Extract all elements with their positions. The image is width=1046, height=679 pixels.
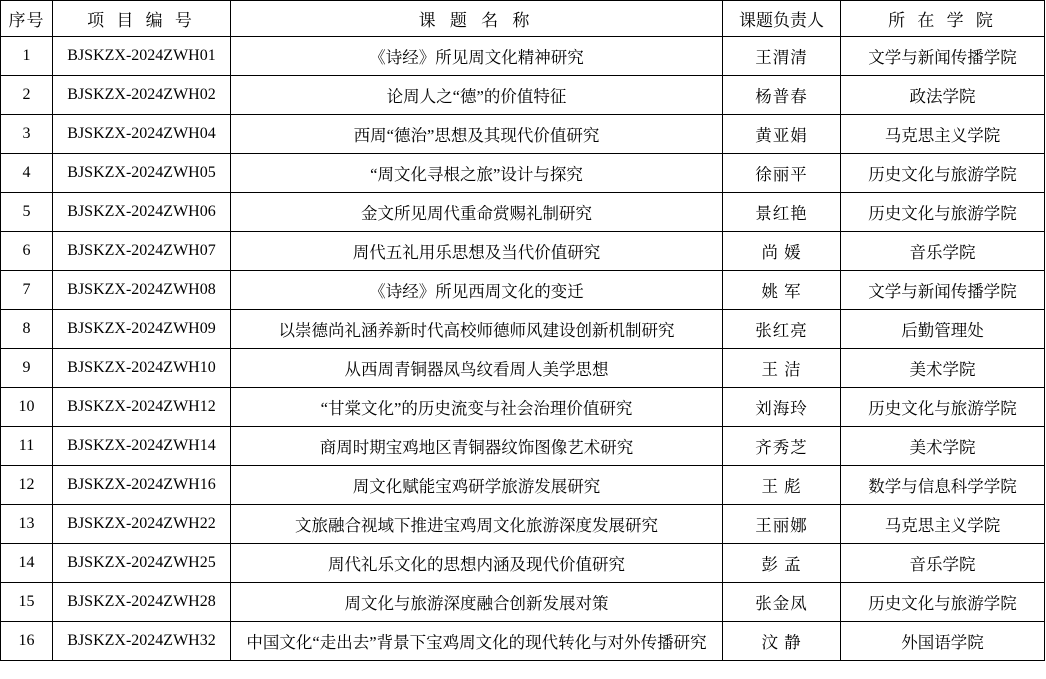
column-header-project-title: 课 题 名 称 xyxy=(231,1,723,37)
table-row xyxy=(1,310,1045,349)
cell-project-title: 金文所见周代重命赏赐礼制研究 xyxy=(231,193,723,232)
cell-project-code: BJSKZX-2024ZWH07 xyxy=(53,232,231,271)
cell-leader: 王 洁 xyxy=(723,349,841,388)
cell-leader: 姚 军 xyxy=(723,271,841,310)
cell-project-code: BJSKZX-2024ZWH06 xyxy=(53,193,231,232)
cell-leader: 徐丽平 xyxy=(723,154,841,193)
cell-leader: 齐秀芝 xyxy=(723,427,841,466)
column-header-college: 所 在 学 院 xyxy=(841,1,1045,37)
cell-college: 马克思主义学院 xyxy=(841,115,1045,154)
cell-project-title: 文旅融合视域下推进宝鸡周文化旅游深度发展研究 xyxy=(231,505,723,544)
table-row xyxy=(1,271,1045,310)
cell-project-code: BJSKZX-2024ZWH22 xyxy=(53,505,231,544)
cell-project-code: BJSKZX-2024ZWH16 xyxy=(53,466,231,505)
cell-college: 文学与新闻传播学院 xyxy=(841,271,1045,310)
table-row xyxy=(1,349,1045,388)
cell-index: 7 xyxy=(1,271,53,310)
cell-project-title: 以崇德尚礼涵养新时代高校师德师风建设创新机制研究 xyxy=(231,310,723,349)
cell-leader: 彭 孟 xyxy=(723,544,841,583)
table-row xyxy=(1,388,1045,427)
cell-project-code: BJSKZX-2024ZWH01 xyxy=(53,37,231,76)
cell-leader: 王渭清 xyxy=(723,37,841,76)
column-header-index: 序号 xyxy=(1,1,53,37)
cell-index: 15 xyxy=(1,583,53,622)
cell-index: 5 xyxy=(1,193,53,232)
cell-project-title: 西周“德治”思想及其现代价值研究 xyxy=(231,115,723,154)
cell-project-title: “周文化寻根之旅”设计与探究 xyxy=(231,154,723,193)
cell-college: 历史文化与旅游学院 xyxy=(841,583,1045,622)
cell-index: 9 xyxy=(1,349,53,388)
column-header-project-code: 项 目 编 号 xyxy=(53,1,231,37)
table-row xyxy=(1,154,1045,193)
cell-leader: 尚 媛 xyxy=(723,232,841,271)
cell-leader: 张红亮 xyxy=(723,310,841,349)
cell-index: 6 xyxy=(1,232,53,271)
cell-leader: 黄亚娟 xyxy=(723,115,841,154)
cell-leader: 汶 静 xyxy=(723,622,841,661)
cell-leader: 杨普春 xyxy=(723,76,841,115)
cell-index: 8 xyxy=(1,310,53,349)
cell-index: 11 xyxy=(1,427,53,466)
cell-college: 历史文化与旅游学院 xyxy=(841,193,1045,232)
cell-project-title: 《诗经》所见周文化精神研究 xyxy=(231,37,723,76)
cell-index: 2 xyxy=(1,76,53,115)
cell-college: 美术学院 xyxy=(841,427,1045,466)
cell-project-title: 周代礼乐文化的思想内涵及现代价值研究 xyxy=(231,544,723,583)
cell-college: 文学与新闻传播学院 xyxy=(841,37,1045,76)
cell-index: 13 xyxy=(1,505,53,544)
cell-project-code: BJSKZX-2024ZWH02 xyxy=(53,76,231,115)
table-row xyxy=(1,466,1045,505)
cell-college: 外国语学院 xyxy=(841,622,1045,661)
column-header-leader: 课题负责人 xyxy=(723,1,841,37)
table-header-row xyxy=(1,1,1045,37)
cell-index: 3 xyxy=(1,115,53,154)
table-row xyxy=(1,37,1045,76)
cell-project-title: 周文化赋能宝鸡研学旅游发展研究 xyxy=(231,466,723,505)
cell-project-code: BJSKZX-2024ZWH10 xyxy=(53,349,231,388)
cell-index: 14 xyxy=(1,544,53,583)
cell-college: 马克思主义学院 xyxy=(841,505,1045,544)
table-row xyxy=(1,427,1045,466)
cell-project-code: BJSKZX-2024ZWH04 xyxy=(53,115,231,154)
cell-project-title: “甘棠文化”的历史流变与社会治理价值研究 xyxy=(231,388,723,427)
table-row xyxy=(1,193,1045,232)
cell-project-title: 中国文化“走出去”背景下宝鸡周文化的现代转化与对外传播研究 xyxy=(231,622,723,661)
cell-leader: 王丽娜 xyxy=(723,505,841,544)
cell-project-code: BJSKZX-2024ZWH14 xyxy=(53,427,231,466)
cell-college: 数学与信息科学学院 xyxy=(841,466,1045,505)
table-header xyxy=(1,1,1045,37)
cell-project-title: 周代五礼用乐思想及当代价值研究 xyxy=(231,232,723,271)
cell-project-code: BJSKZX-2024ZWH25 xyxy=(53,544,231,583)
cell-index: 16 xyxy=(1,622,53,661)
table-body xyxy=(1,37,1045,661)
cell-project-title: 论周人之“德”的价值特征 xyxy=(231,76,723,115)
cell-college: 历史文化与旅游学院 xyxy=(841,388,1045,427)
cell-college: 音乐学院 xyxy=(841,232,1045,271)
cell-college: 政法学院 xyxy=(841,76,1045,115)
cell-project-code: BJSKZX-2024ZWH08 xyxy=(53,271,231,310)
cell-project-title: 《诗经》所见西周文化的变迁 xyxy=(231,271,723,310)
cell-project-title: 周文化与旅游深度融合创新发展对策 xyxy=(231,583,723,622)
cell-college: 音乐学院 xyxy=(841,544,1045,583)
cell-index: 1 xyxy=(1,37,53,76)
table-row xyxy=(1,505,1045,544)
cell-project-code: BJSKZX-2024ZWH32 xyxy=(53,622,231,661)
cell-index: 10 xyxy=(1,388,53,427)
cell-project-title: 商周时期宝鸡地区青铜器纹饰图像艺术研究 xyxy=(231,427,723,466)
cell-project-code: BJSKZX-2024ZWH09 xyxy=(53,310,231,349)
table-row xyxy=(1,622,1045,661)
cell-index: 4 xyxy=(1,154,53,193)
cell-leader: 刘海玲 xyxy=(723,388,841,427)
cell-leader: 王 彪 xyxy=(723,466,841,505)
table-row xyxy=(1,115,1045,154)
cell-project-code: BJSKZX-2024ZWH28 xyxy=(53,583,231,622)
table-row xyxy=(1,232,1045,271)
cell-project-title: 从西周青铜器凤鸟纹看周人美学思想 xyxy=(231,349,723,388)
cell-college: 后勤管理处 xyxy=(841,310,1045,349)
cell-college: 历史文化与旅游学院 xyxy=(841,154,1045,193)
cell-leader: 张金凤 xyxy=(723,583,841,622)
cell-leader: 景红艳 xyxy=(723,193,841,232)
cell-college: 美术学院 xyxy=(841,349,1045,388)
cell-project-code: BJSKZX-2024ZWH05 xyxy=(53,154,231,193)
table-row xyxy=(1,583,1045,622)
table-row xyxy=(1,76,1045,115)
table-row xyxy=(1,544,1045,583)
cell-project-code: BJSKZX-2024ZWH12 xyxy=(53,388,231,427)
cell-index: 12 xyxy=(1,466,53,505)
